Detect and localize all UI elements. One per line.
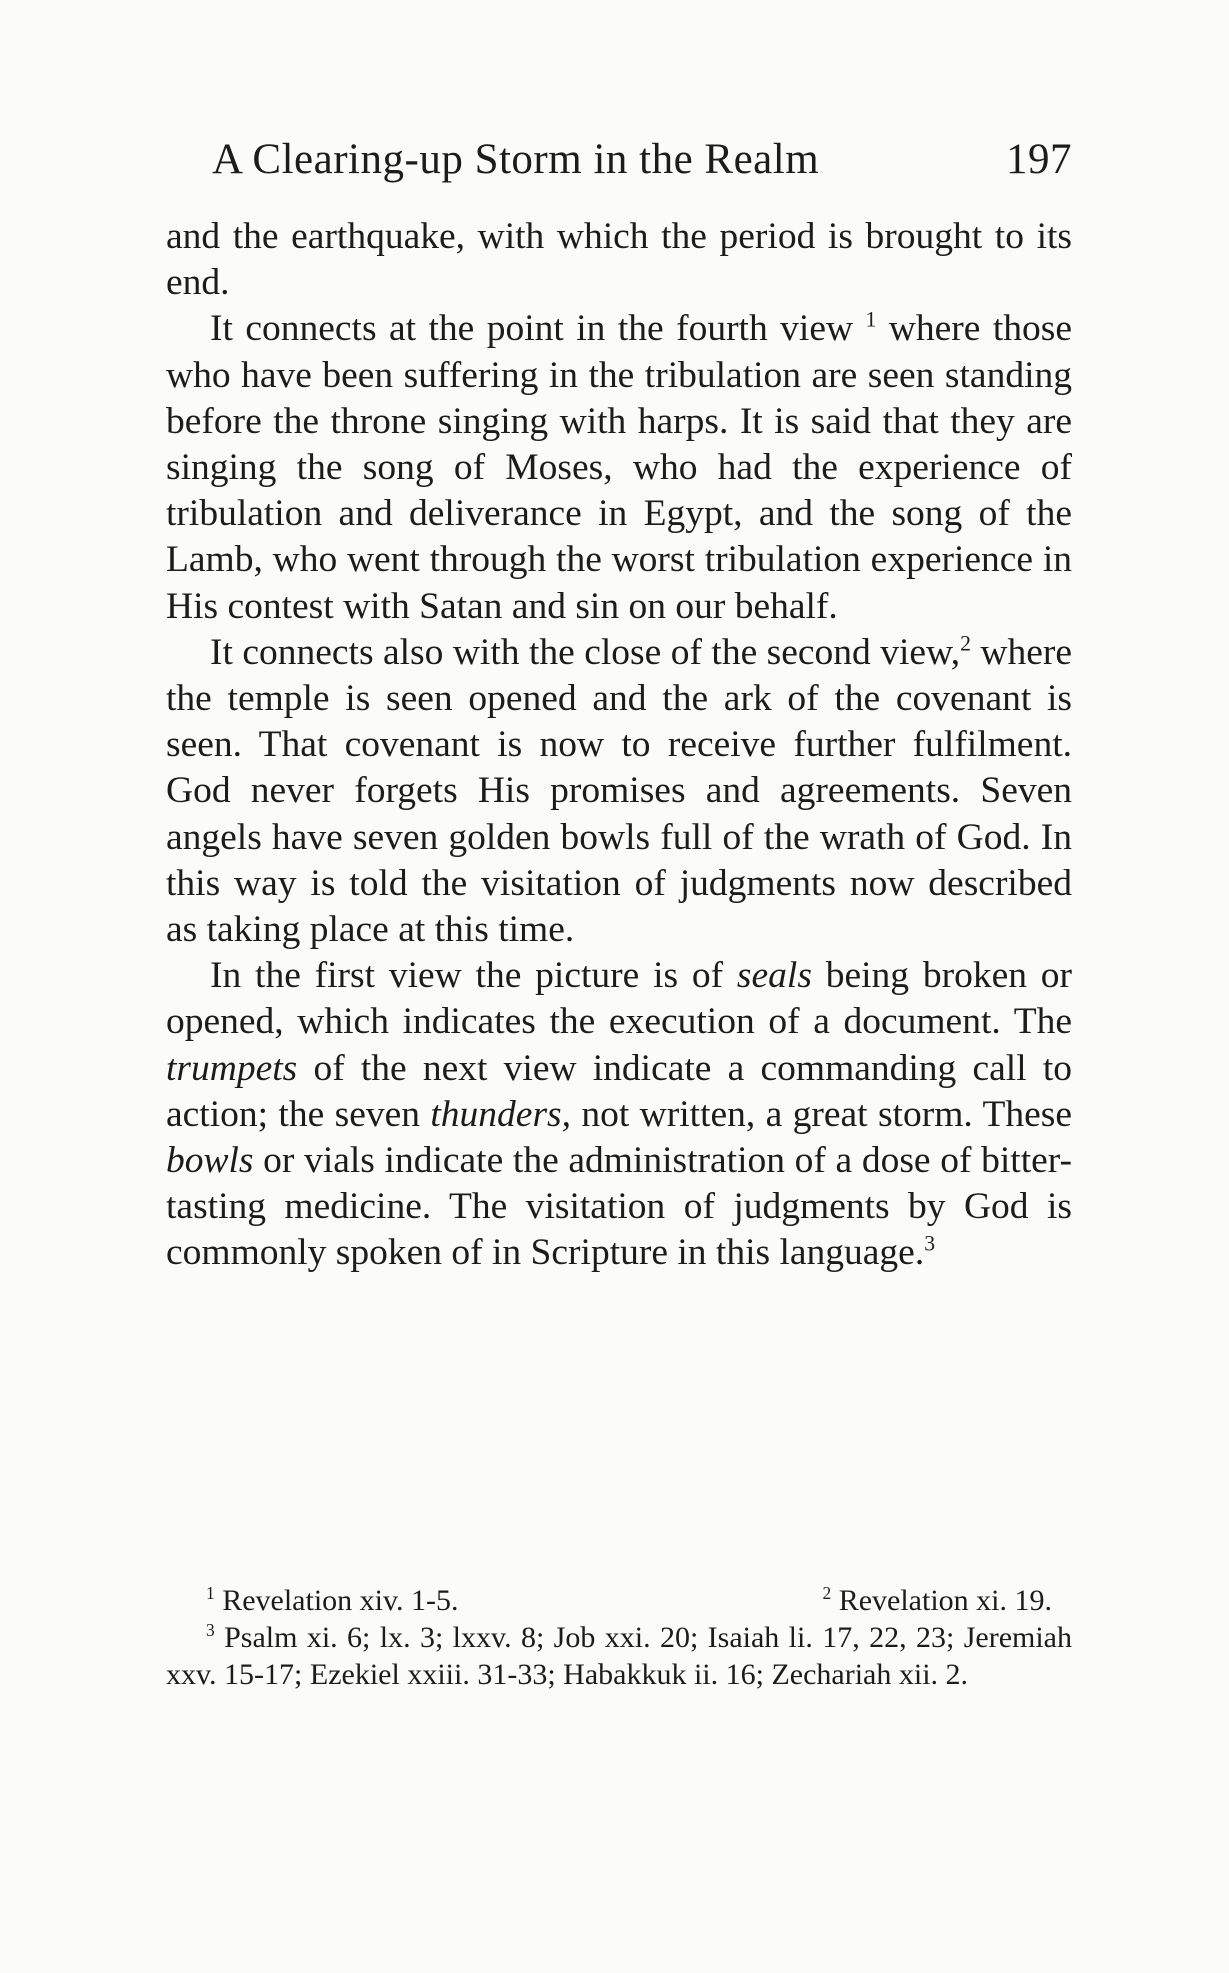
paragraph-4 (166, 953, 1072, 1276)
footnote-ref-3: 3 (924, 1231, 936, 1256)
footnote-3-mark: 3 (206, 1620, 215, 1640)
footnote-row (166, 1582, 1072, 1619)
paragraph-4-text-b: being broken or opened, which indicates the execution of a document. The (166, 955, 1072, 1043)
paragraph-2-text-a: It connects at the point in the fourth view (210, 308, 854, 350)
emphasis-bowls: bowls (166, 1140, 254, 1182)
paragraph-3-text-a: It connects also with the close of the second view, (210, 631, 961, 673)
running-title: A Clearing-up Storm in the Realm (212, 136, 820, 183)
paragraph-3-text-b: where the temple is seen opened and the ark of the covenant is seen. That covenant is now to receive further fulfilment. God never forgets His promises and agreements. Seven angels have seven golden bowls full of the wrath of God. In this way is told the visitation of judgments now described as taking place at this time. (166, 631, 1073, 951)
body-text (166, 214, 1072, 1277)
footnote-ref-1: 1 (865, 307, 877, 332)
footnotes (166, 1582, 1072, 1693)
paragraph-2 (166, 306, 1072, 629)
paragraph-4-text-c: of the next view indicate a commanding call to action; the seven (166, 1047, 1072, 1135)
emphasis-thunders: thunders, (430, 1093, 571, 1135)
paragraph-4-text-e: or vials indicate the administration of a dose of bitter-tasting medicine. The visitation of judgments by God is commonly spoken of in Scripture in this language. (166, 1140, 1072, 1274)
footnote-2 (823, 1582, 1053, 1619)
footnote-3 (166, 1619, 1072, 1693)
paragraph-3 (166, 630, 1072, 953)
paragraph-2-text-b: where those who have been suffering in the tribulation are seen standing before the throne singing with harps. It is said that they are singing the song of Moses, who had the experience of tribulation and deliverance in Egypt, and the song of the Lamb, who went through the worst tribulation experience in His contest with Satan and sin on our behalf. (166, 308, 1073, 627)
paragraph-4-text-a: In the first view the picture is of (210, 955, 737, 997)
paragraph-1-text: and the earthquake, with which the period is brought to its end. (166, 216, 1072, 304)
footnote-2-text: Revelation xi. 19. (831, 1584, 1052, 1617)
paragraph-4-text-d: not written, a great storm. These (571, 1093, 1072, 1135)
footnote-1-text: Revelation xiv. 1-5. (214, 1584, 459, 1617)
running-header (212, 135, 1072, 184)
paragraph-continued (166, 214, 1072, 306)
footnote-2-mark: 2 (822, 1583, 832, 1603)
footnote-1 (206, 1582, 459, 1619)
footnote-3-text: Psalm xi. 6; lx. 3; lxxv. 8; Job xxi. 20; Isaiah li. 17, 22, 23; Jeremiah xxv. 15-17; Ezekiel xxiii. 31-33; Habakkuk ii. 16; Zechariah xii. 2. (166, 1621, 1072, 1691)
footnote-ref-2: 2 (960, 631, 971, 656)
page-number: 197 (1006, 136, 1072, 183)
footnote-1-mark: 1 (206, 1583, 215, 1603)
emphasis-trumpets: trumpets (166, 1047, 298, 1089)
emphasis-seals: seals (736, 955, 812, 997)
